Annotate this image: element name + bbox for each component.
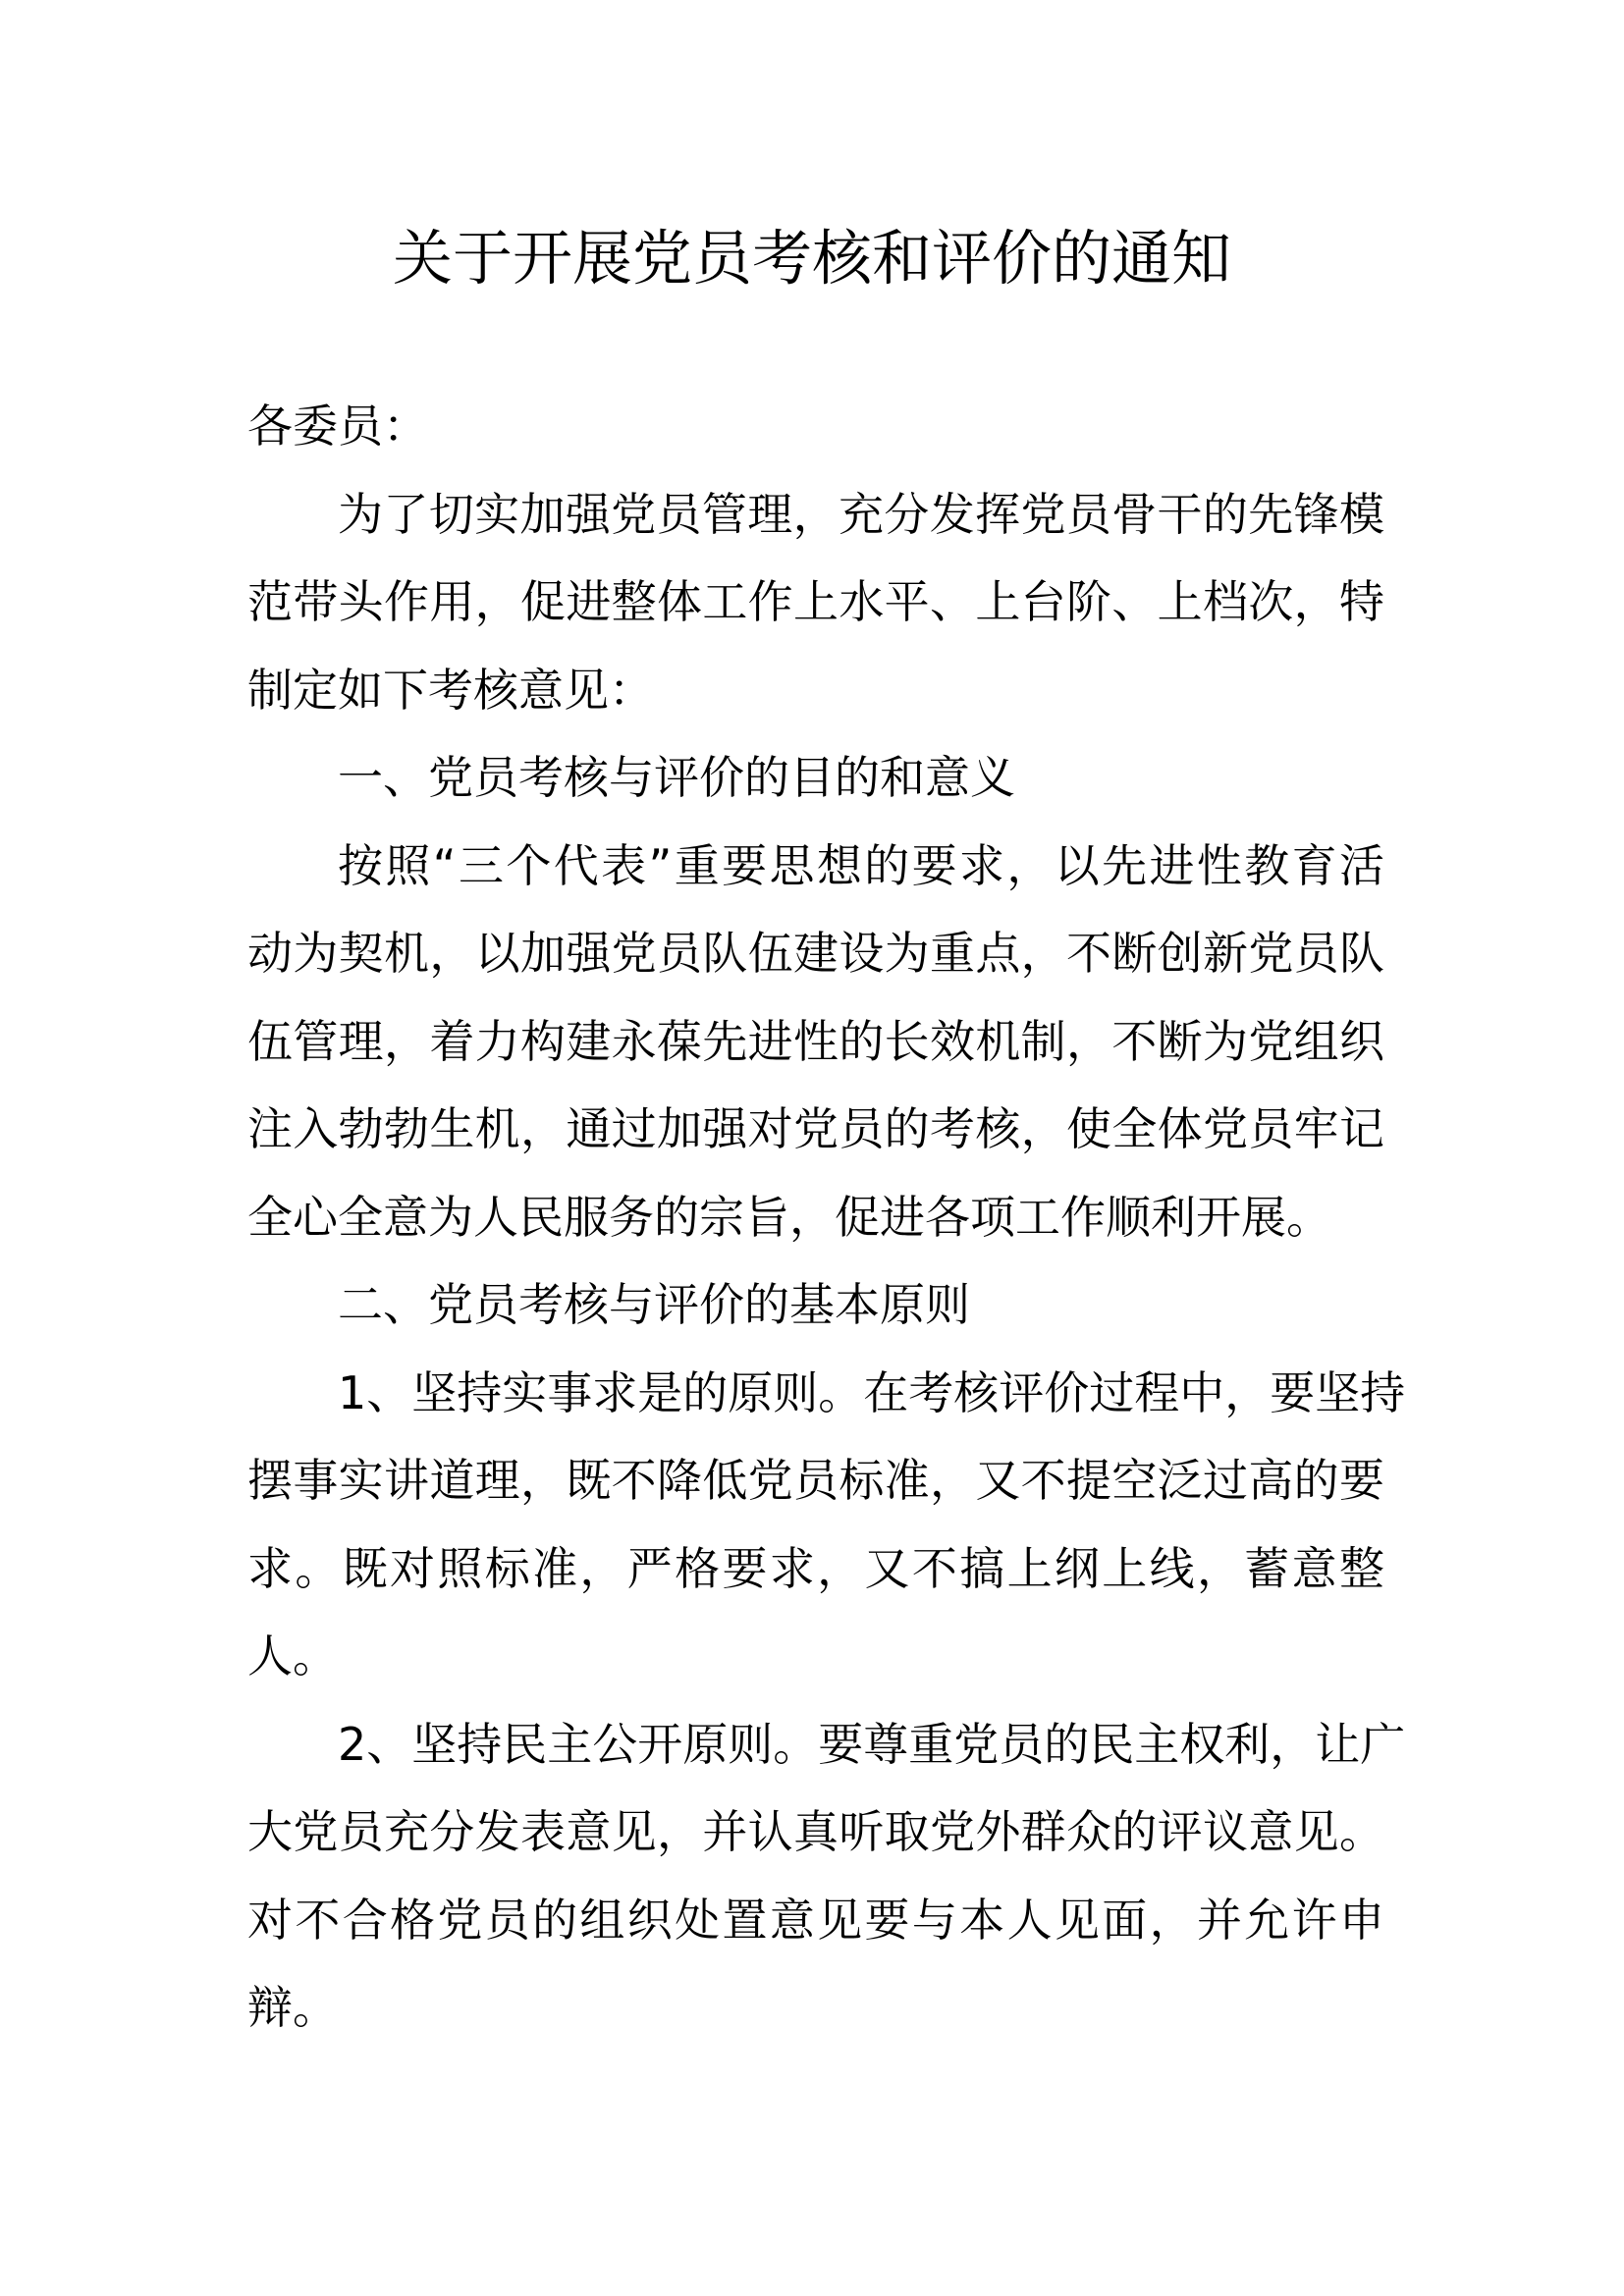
paragraph [247,1701,1406,2053]
paragraph [247,823,1384,1262]
paragraph-line: 1、坚持实事求是的原则。在考核评价过程中，要坚持 [338,1365,1406,1419]
paragraph-line: 人。 [247,1629,338,1682]
paragraph-line: 2、坚持民主公开原则。要尊重党员的民主权利，让广 [338,1717,1406,1771]
paragraph [247,1261,1384,1350]
paragraph-line: 辩。 [247,1981,338,2034]
paragraph [247,471,1384,735]
paragraphs [247,471,1406,2053]
paragraph-line: 制定如下考核意见： [247,663,654,717]
paragraph-line: 伍管理，着力构建永葆先进性的长效机制，不断为党组织 [247,1014,1384,1068]
salutation: 各委员： [247,400,428,453]
document-body [247,383,1406,2053]
paragraph-line: 范带头作用，促进整体工作上水平、上台阶、上档次，特 [247,575,1384,628]
paragraph-line: 注入勃勃生机，通过加强对党员的考核，使全体党员牢记 [247,1102,1384,1155]
paragraph-line: 对不合格党员的组织处置意见要与本人见面，并允许申 [247,1893,1384,1947]
paragraph-line: 二、党员考核与评价的基本原则 [338,1278,970,1331]
paragraph [247,734,1384,823]
paragraph-line: 按照“三个代表”重要思想的要求，以先进性教育活 [338,838,1384,892]
paragraph-line: 一、党员考核与评价的目的和意义 [338,751,1015,804]
document-title: 关于开展党员考核和评价的通知 [392,224,1231,294]
paragraph-line: 全心全意为人民服务的宗旨，促进各项工作顺利开展。 [247,1190,1331,1244]
paragraph [247,1350,1406,1701]
paragraph-line: 摆事实讲道理，既不降低党员标准，又不提空泛过高的要 [247,1454,1384,1507]
paragraph-line: 动为契机，以加强党员队伍建设为重点，不断创新党员队 [247,927,1384,980]
paragraph-line: 大党员充分发表意见，并认真听取党外群众的评议意见。 [247,1805,1384,1858]
paragraph-line: 为了切实加强党员管理，充分发挥党员骨干的先锋模 [338,487,1384,541]
paragraph-line: 求。既对照标准，严格要求，又不搞上纲上线，蓄意整 [247,1541,1384,1595]
